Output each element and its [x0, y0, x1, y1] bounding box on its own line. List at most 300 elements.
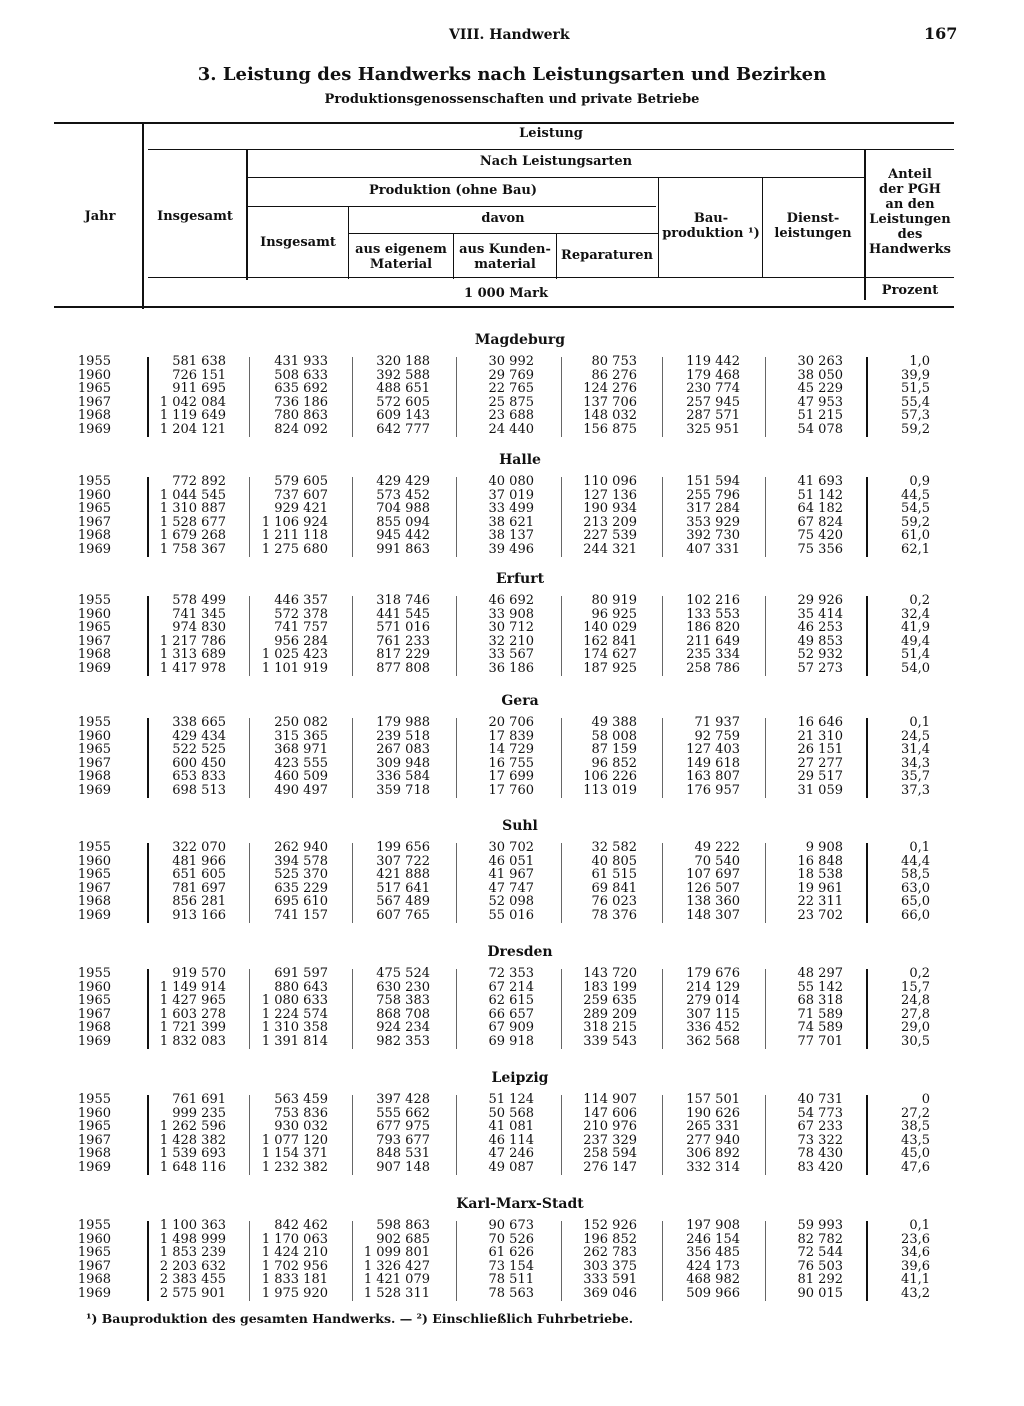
value-cell: 82 782 [797, 1231, 843, 1247]
value-cell: 318 215 [583, 1020, 637, 1036]
value-cell: 315 365 [274, 728, 328, 744]
value-cell: 695 610 [274, 894, 328, 910]
column-separator [866, 1221, 868, 1301]
year-cell: 1955 [77, 1092, 111, 1107]
value-cell: 407 331 [686, 542, 740, 557]
value-cell: 525 370 [274, 867, 328, 883]
value-cell: 1 224 574 [261, 1006, 328, 1022]
value-cell: 40 080 [488, 474, 534, 489]
value-cell: 176 957 [686, 783, 740, 798]
year-cell: 1965 [77, 501, 111, 517]
value-cell: 186 820 [686, 620, 740, 636]
value-cell: 793 677 [376, 1132, 430, 1148]
value-cell: 338 665 [172, 715, 226, 730]
value-cell: 27,2 [901, 1105, 930, 1121]
value-cell: 30 702 [488, 840, 534, 855]
value-cell: 27 277 [797, 755, 843, 771]
value-cell: 1 099 801 [363, 1245, 430, 1261]
value-cell: 1 042 084 [159, 394, 226, 410]
value-cell: 187 925 [583, 661, 637, 676]
value-cell: 279 014 [686, 993, 740, 1009]
value-cell: 522 525 [172, 742, 226, 758]
value-cell: 1 080 633 [261, 993, 328, 1009]
value-cell: 1 044 545 [159, 487, 226, 503]
col-reparaturen: Reparaturen [561, 248, 653, 263]
page-number: 167 [924, 24, 958, 43]
value-cell: 1 170 063 [261, 1231, 328, 1247]
value-cell: 18 538 [797, 867, 843, 883]
year-cell: 1969 [77, 542, 111, 557]
value-cell: 267 083 [376, 742, 430, 758]
value-cell: 517 641 [376, 880, 430, 896]
value-cell: 17 839 [488, 728, 534, 744]
value-cell: 29,0 [901, 1020, 930, 1036]
value-cell: 848 531 [376, 1146, 430, 1162]
value-cell: 54 773 [797, 1105, 843, 1121]
value-cell: 488 651 [376, 381, 430, 397]
value-cell: 90 015 [797, 1286, 843, 1301]
value-cell: 0,1 [909, 840, 930, 855]
value-cell: 421 888 [376, 867, 430, 883]
value-cell: 214 129 [686, 979, 740, 995]
value-cell: 1 310 358 [261, 1020, 328, 1036]
value-cell: 66 657 [488, 1006, 534, 1022]
value-cell: 27,8 [901, 1006, 930, 1022]
value-cell: 265 331 [686, 1119, 740, 1135]
value-cell: 781 697 [172, 880, 226, 896]
value-cell: 842 462 [274, 1218, 328, 1233]
value-cell: 78 563 [488, 1286, 534, 1301]
value-cell: 57,3 [901, 408, 930, 424]
value-cell: 259 635 [583, 993, 637, 1009]
col-anteil-pgh: Anteil der PGH an den Leistungen des Handwerks [869, 167, 951, 257]
unit-prozent: Prozent [881, 283, 939, 298]
value-cell: 80 753 [591, 354, 637, 369]
value-cell: 59,2 [901, 514, 930, 530]
value-cell: 1 262 596 [159, 1119, 226, 1135]
value-cell: 691 597 [274, 966, 328, 981]
value-cell: 336 452 [686, 1020, 740, 1036]
value-cell: 47 246 [488, 1146, 534, 1162]
value-cell: 133 553 [686, 606, 740, 622]
year-cell: 1969 [77, 908, 111, 923]
value-cell: 1 417 978 [159, 661, 226, 676]
value-cell: 424 173 [686, 1258, 740, 1274]
year-cell: 1967 [77, 1258, 111, 1274]
value-cell: 929 421 [274, 501, 328, 517]
value-cell: 119 442 [686, 354, 740, 369]
value-cell: 431 933 [274, 354, 328, 369]
value-cell: 394 578 [274, 853, 328, 869]
column-separator [866, 357, 868, 437]
value-cell: 258 786 [686, 661, 740, 676]
value-cell: 737 607 [274, 487, 328, 503]
value-cell: 67 233 [797, 1119, 843, 1135]
value-cell: 571 016 [376, 620, 430, 636]
year-cell: 1965 [77, 1245, 111, 1261]
value-cell: 460 509 [274, 769, 328, 785]
year-cell: 1968 [77, 647, 111, 663]
value-cell: 320 188 [376, 354, 430, 369]
value-cell: 276 147 [583, 1160, 637, 1175]
col-dienstleistungen: Dienst- leistungen [774, 211, 852, 241]
value-cell: 157 501 [686, 1092, 740, 1107]
value-cell: 63,0 [901, 880, 930, 896]
value-cell: 41,9 [901, 620, 930, 636]
value-cell: 227 539 [583, 528, 637, 544]
value-cell: 190 626 [686, 1105, 740, 1121]
value-cell: 306 892 [686, 1146, 740, 1162]
year-cell: 1968 [77, 528, 111, 544]
value-cell: 16 646 [797, 715, 843, 730]
value-cell: 974 830 [172, 620, 226, 636]
value-cell: 62,1 [901, 542, 930, 557]
value-cell: 1 648 116 [159, 1160, 226, 1175]
value-cell: 113 019 [583, 783, 637, 798]
value-cell: 468 982 [686, 1272, 740, 1288]
year-cell: 1969 [77, 783, 111, 798]
value-cell: 213 209 [583, 514, 637, 530]
value-cell: 41 081 [488, 1119, 534, 1135]
col-kundenmaterial: aus Kunden- material [459, 242, 551, 272]
value-cell: 46 253 [797, 620, 843, 636]
value-cell: 423 555 [274, 755, 328, 771]
value-cell: 309 948 [376, 755, 430, 771]
year-cell: 1960 [77, 1105, 111, 1121]
value-cell: 726 151 [172, 367, 226, 383]
year-cell: 1968 [77, 1146, 111, 1162]
value-cell: 69 841 [591, 880, 637, 896]
value-cell: 339 543 [583, 1034, 637, 1049]
value-cell: 1 326 427 [363, 1258, 430, 1274]
value-cell: 642 777 [376, 422, 430, 437]
value-cell: 41,1 [901, 1272, 930, 1288]
column-separator [866, 1095, 868, 1175]
value-cell: 162 841 [583, 633, 637, 649]
value-cell: 246 154 [686, 1231, 740, 1247]
value-cell: 43,2 [901, 1286, 930, 1301]
value-cell: 54,5 [901, 501, 930, 517]
value-cell: 230 774 [686, 381, 740, 397]
year-cell: 1967 [77, 880, 111, 896]
value-cell: 1 424 210 [261, 1245, 328, 1261]
value-cell: 78 430 [797, 1146, 843, 1162]
value-cell: 1 975 920 [261, 1286, 328, 1301]
value-cell: 34,6 [901, 1245, 930, 1261]
year-cell: 1969 [77, 661, 111, 676]
value-cell: 824 092 [274, 422, 328, 437]
value-cell: 555 662 [376, 1105, 430, 1121]
value-cell: 47 747 [488, 880, 534, 896]
value-cell: 772 892 [172, 474, 226, 489]
value-cell: 38,5 [901, 1119, 930, 1135]
value-cell: 163 807 [686, 769, 740, 785]
value-cell: 67 824 [797, 514, 843, 530]
value-cell: 509 966 [686, 1286, 740, 1301]
value-cell: 78 511 [488, 1272, 534, 1288]
value-cell: 67 909 [488, 1020, 534, 1036]
value-cell: 1 211 118 [261, 528, 328, 544]
value-cell: 90 673 [488, 1218, 534, 1233]
value-cell: 930 032 [274, 1119, 328, 1135]
value-cell: 55 016 [488, 908, 534, 923]
value-cell: 58 008 [591, 728, 637, 744]
value-cell: 913 166 [172, 908, 226, 923]
value-cell: 235 334 [686, 647, 740, 663]
value-cell: 39,9 [901, 367, 930, 383]
value-cell: 15,7 [901, 979, 930, 995]
value-cell: 1 100 363 [159, 1218, 226, 1233]
year-cell: 1967 [77, 633, 111, 649]
value-cell: 71 589 [797, 1006, 843, 1022]
value-cell: 1 204 121 [159, 422, 226, 437]
year-cell: 1960 [77, 487, 111, 503]
value-cell: 609 143 [376, 408, 430, 424]
value-cell: 317 284 [686, 501, 740, 517]
value-cell: 71 937 [694, 715, 740, 730]
value-cell: 1 391 814 [261, 1034, 328, 1049]
value-cell: 579 605 [274, 474, 328, 489]
year-cell: 1960 [77, 1231, 111, 1247]
value-cell: 49 853 [797, 633, 843, 649]
value-cell: 322 070 [172, 840, 226, 855]
value-cell: 429 434 [172, 728, 226, 744]
value-cell: 635 692 [274, 381, 328, 397]
value-cell: 1 421 079 [363, 1272, 430, 1288]
value-cell: 741 157 [274, 908, 328, 923]
value-cell: 572 605 [376, 394, 430, 410]
year-cell: 1955 [77, 1218, 111, 1233]
value-cell: 87 159 [591, 742, 637, 758]
value-cell: 26 151 [797, 742, 843, 758]
year-cell: 1965 [77, 993, 111, 1009]
value-cell: 258 594 [583, 1146, 637, 1162]
value-cell: 51,5 [901, 381, 930, 397]
region-title: Dresden [487, 944, 553, 960]
col-leistung: Leistung [519, 126, 583, 141]
value-cell: 262 783 [583, 1245, 637, 1261]
value-cell: 336 584 [376, 769, 430, 785]
table-title: 3. Leistung des Handwerks nach Leistungsarten und Bezirken [197, 64, 827, 85]
value-cell: 127 403 [686, 742, 740, 758]
value-cell: 868 708 [376, 1006, 430, 1022]
value-cell: 30 712 [488, 620, 534, 636]
value-cell: 55,4 [901, 394, 930, 410]
year-cell: 1968 [77, 1272, 111, 1288]
value-cell: 16 848 [797, 853, 843, 869]
value-cell: 581 638 [172, 354, 226, 369]
col-eigenem-material: aus eigenem Material [355, 242, 447, 272]
value-cell: 179 468 [686, 367, 740, 383]
year-cell: 1955 [77, 715, 111, 730]
value-cell: 332 314 [686, 1160, 740, 1175]
table-subtitle: Produktionsgenossenschaften und private Betriebe [324, 92, 700, 107]
value-cell: 607 765 [376, 908, 430, 923]
year-cell: 1968 [77, 1020, 111, 1036]
value-cell: 481 966 [172, 853, 226, 869]
value-cell: 1 853 239 [159, 1245, 226, 1261]
value-cell: 1 758 367 [159, 542, 226, 557]
value-cell: 991 863 [376, 542, 430, 557]
value-cell: 741 345 [172, 606, 226, 622]
year-cell: 1968 [77, 769, 111, 785]
value-cell: 148 307 [686, 908, 740, 923]
col-prod-insgesamt: Insgesamt [260, 235, 336, 250]
value-cell: 1 025 423 [261, 647, 328, 663]
value-cell: 31,4 [901, 742, 930, 758]
value-cell: 52 932 [797, 647, 843, 663]
value-cell: 24 440 [488, 422, 534, 437]
year-cell: 1955 [77, 474, 111, 489]
value-cell: 24,8 [901, 993, 930, 1009]
value-cell: 262 940 [274, 840, 328, 855]
value-cell: 2 383 455 [159, 1272, 226, 1288]
value-cell: 174 627 [583, 647, 637, 663]
region-title: Leipzig [491, 1070, 549, 1086]
value-cell: 148 032 [583, 408, 637, 424]
value-cell: 651 605 [172, 867, 226, 883]
value-cell: 356 485 [686, 1245, 740, 1261]
value-cell: 107 697 [686, 867, 740, 883]
value-cell: 75 420 [797, 528, 843, 544]
value-cell: 40 731 [797, 1092, 843, 1107]
value-cell: 110 096 [583, 474, 637, 489]
value-cell: 353 929 [686, 514, 740, 530]
value-cell: 17 699 [488, 769, 534, 785]
value-cell: 29 769 [488, 367, 534, 383]
value-cell: 43,5 [901, 1132, 930, 1148]
value-cell: 0,9 [909, 474, 930, 489]
value-cell: 22 765 [488, 381, 534, 397]
value-cell: 25 875 [488, 394, 534, 410]
col-jahr: Jahr [84, 209, 116, 224]
value-cell: 72 544 [797, 1245, 843, 1261]
value-cell: 1,0 [909, 354, 930, 369]
unit-mark: 1 000 Mark [464, 286, 548, 301]
region-title: Suhl [502, 818, 538, 834]
value-cell: 64 182 [797, 501, 843, 517]
value-cell: 741 757 [274, 620, 328, 636]
value-cell: 65,0 [901, 894, 930, 910]
value-cell: 96 925 [591, 606, 637, 622]
value-cell: 35,7 [901, 769, 930, 785]
value-cell: 197 908 [686, 1218, 740, 1233]
value-cell: 573 452 [376, 487, 430, 503]
footnote: ¹) Bauproduktion des gesamten Handwerks. — ²) Einschließlich Fuhrbetriebe. [86, 1311, 634, 1326]
value-cell: 30,5 [901, 1034, 930, 1049]
value-cell: 369 046 [583, 1286, 637, 1301]
value-cell: 1 832 083 [159, 1034, 226, 1049]
value-cell: 86 276 [591, 367, 637, 383]
col-produktion: Produktion (ohne Bau) [369, 183, 537, 198]
value-cell: 1 679 268 [159, 528, 226, 544]
value-cell: 1 217 786 [159, 633, 226, 649]
value-cell: 149 618 [686, 755, 740, 771]
value-cell: 41 693 [797, 474, 843, 489]
value-cell: 102 216 [686, 593, 740, 608]
col-davon: davon [481, 211, 525, 226]
value-cell: 318 746 [376, 593, 430, 608]
value-cell: 138 360 [686, 894, 740, 910]
region-title: Magdeburg [474, 332, 566, 348]
value-cell: 333 591 [583, 1272, 637, 1288]
value-cell: 151 594 [686, 474, 740, 489]
value-cell: 0,1 [909, 715, 930, 730]
value-cell: 32,4 [901, 606, 930, 622]
value-cell: 630 230 [376, 979, 430, 995]
year-cell: 1968 [77, 408, 111, 424]
value-cell: 14 729 [488, 742, 534, 758]
value-cell: 74 589 [797, 1020, 843, 1036]
value-cell: 80 919 [591, 593, 637, 608]
value-cell: 907 148 [376, 1160, 430, 1175]
value-cell: 567 489 [376, 894, 430, 910]
value-cell: 653 833 [172, 769, 226, 785]
value-cell: 1 232 382 [261, 1160, 328, 1175]
value-cell: 59 993 [797, 1218, 843, 1233]
value-cell: 66,0 [901, 908, 930, 923]
value-cell: 23,6 [901, 1231, 930, 1247]
value-cell: 33 499 [488, 501, 534, 517]
value-cell: 124 276 [583, 381, 637, 397]
year-cell: 1960 [77, 367, 111, 383]
column-separator [866, 477, 868, 557]
value-cell: 24,5 [901, 728, 930, 744]
year-cell: 1960 [77, 606, 111, 622]
value-cell: 44,4 [901, 853, 930, 869]
year-cell: 1960 [77, 979, 111, 995]
value-cell: 758 383 [376, 993, 430, 1009]
value-cell: 127 136 [583, 487, 637, 503]
value-cell: 45,0 [901, 1146, 930, 1162]
value-cell: 23 688 [488, 408, 534, 424]
value-cell: 911 695 [172, 381, 226, 397]
value-cell: 70 540 [694, 853, 740, 869]
year-cell: 1969 [77, 1286, 111, 1301]
value-cell: 490 497 [274, 783, 328, 798]
value-cell: 0,2 [909, 966, 930, 981]
year-cell: 1955 [77, 354, 111, 369]
value-cell: 30 992 [488, 354, 534, 369]
year-cell: 1967 [77, 1006, 111, 1022]
value-cell: 39 496 [488, 542, 534, 557]
value-cell: 47 953 [797, 394, 843, 410]
value-cell: 1 275 680 [261, 542, 328, 557]
value-cell: 1 721 399 [159, 1020, 226, 1036]
value-cell: 237 329 [583, 1132, 637, 1148]
value-cell: 49 222 [694, 840, 740, 855]
value-cell: 945 442 [376, 528, 430, 544]
value-cell: 114 907 [583, 1092, 637, 1107]
value-cell: 919 570 [172, 966, 226, 981]
value-cell: 54,0 [901, 661, 930, 676]
value-cell: 76 023 [591, 894, 637, 910]
value-cell: 1 498 999 [159, 1231, 226, 1247]
value-cell: 152 926 [583, 1218, 637, 1233]
value-cell: 303 375 [583, 1258, 637, 1274]
value-cell: 508 633 [274, 367, 328, 383]
value-cell: 1 154 371 [261, 1146, 328, 1162]
column-separator [866, 596, 868, 676]
value-cell: 257 945 [686, 394, 740, 410]
region-title: Erfurt [495, 571, 545, 587]
value-cell: 1 428 382 [159, 1132, 226, 1148]
value-cell: 21 310 [797, 728, 843, 744]
value-cell: 359 718 [376, 783, 430, 798]
value-cell: 1 101 919 [261, 661, 328, 676]
value-cell: 307 115 [686, 1006, 740, 1022]
value-cell: 41 967 [488, 867, 534, 883]
